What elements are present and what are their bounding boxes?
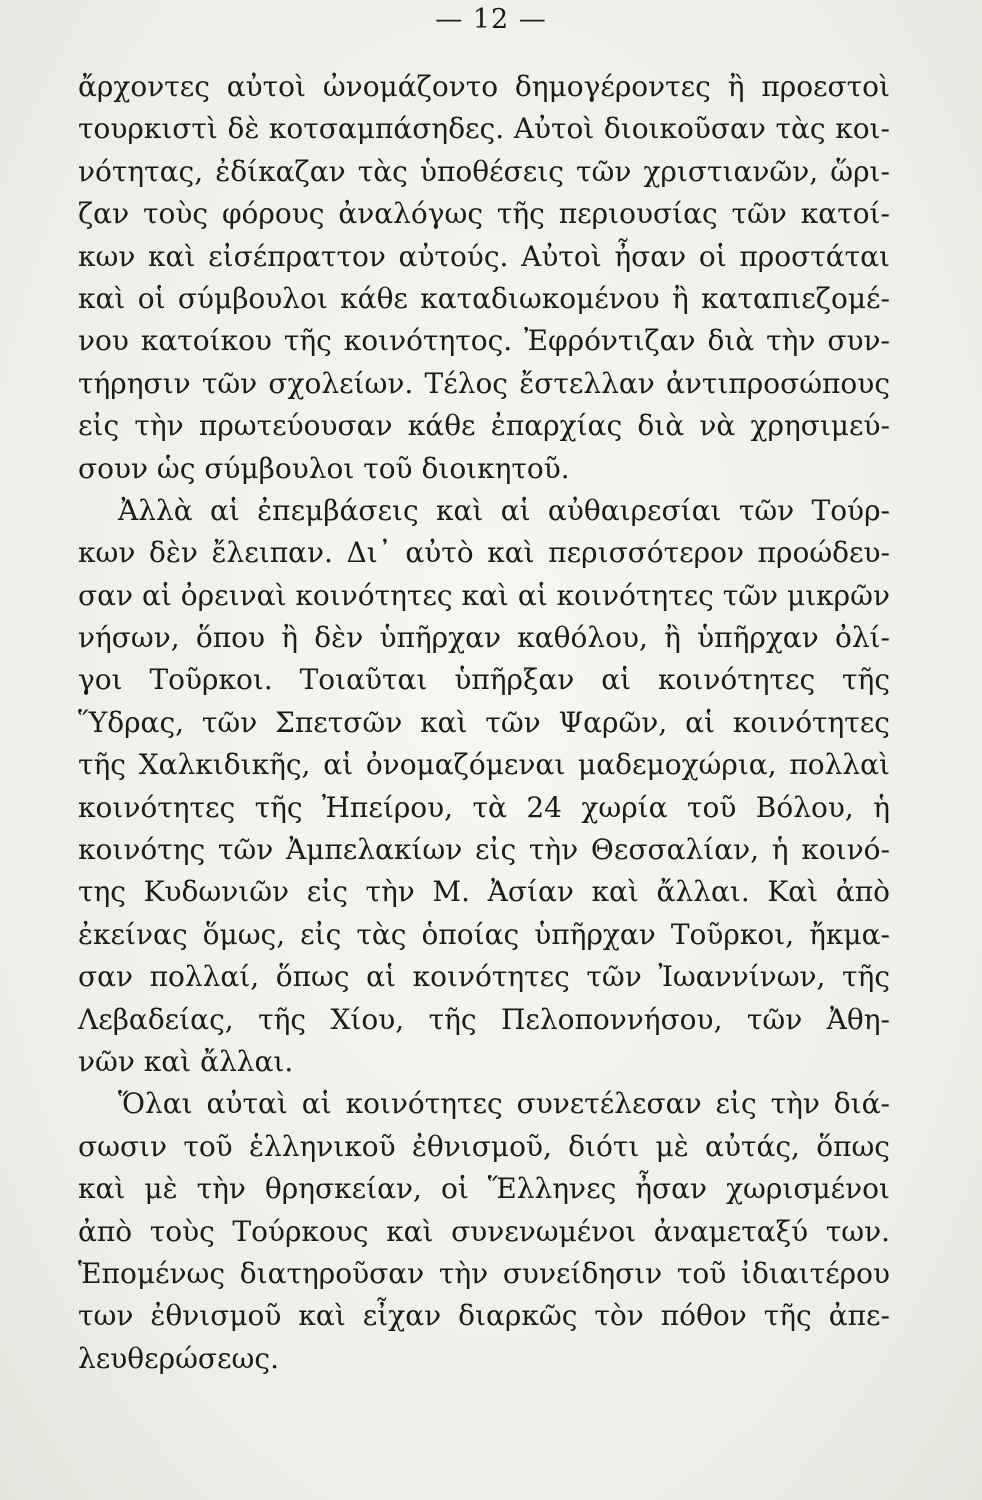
- text-line: κοινότητες τῆς Ἠπείρου, τὰ 24 χωρία τοῦ Βόλου, ἡ: [78, 790, 890, 824]
- text-line: καὶ μὲ τὴν θρησκείαν, οἱ Ἕλληνες ἦσαν χωρισμένοι: [78, 1172, 890, 1206]
- text-line: της Κυδωνιῶν εἰς τὴν Μ. Ἀσίαν καὶ ἄλλαι. Καὶ ἀπὸ: [78, 875, 890, 909]
- text-line: Ἑπομένως διατηροῦσαν τὴν συνείδησιν τοῦ ἰδιαιτέρου: [78, 1256, 890, 1290]
- text-line: σαν αἱ ὀρειναὶ κοινότητες καὶ αἱ κοινότητες τῶν μικρῶν: [78, 578, 890, 612]
- text-line: τουρκιστὶ δὲ κοτσαμπάσηδες. Αὐτοὶ διοικοῦσαν τὰς κοι-: [78, 112, 890, 146]
- body-text: [78, 66, 890, 1380]
- text-line: Ὅλαι αὐταὶ αἱ κοινότητες συνετέλεσαν εἰς τὴν διά-: [118, 1087, 890, 1121]
- text-line: κοινότης τῶν Ἀμπελακίων εἰς τὴν Θεσσαλίαν, ἡ κοινό-: [78, 833, 890, 867]
- paragraph-1: [78, 66, 890, 490]
- paragraph-2: [78, 490, 890, 1083]
- text-line: ἀπὸ τοὺς Τούρκους καὶ συνενωμένοι ἀναμεταξύ των.: [78, 1214, 890, 1248]
- text-line: νήσων, ὅπου ἢ δὲν ὑπῆρχαν καθόλου, ἢ ὑπῆρχαν ὀλί-: [78, 621, 890, 655]
- text-line: Ὕδρας, τῶν Σπετσῶν καὶ τῶν Ψαρῶν, αἱ κοινότητες: [78, 705, 890, 739]
- text-line: τῆς Χαλκιδικῆς, αἱ ὀνομαζόμεναι μαδεμοχώρια, πολλαὶ: [78, 748, 890, 782]
- text-line: νότητας, ἐδίκαζαν τὰς ὑποθέσεις τῶν χριστιανῶν, ὥρι-: [78, 154, 890, 188]
- text-line: νου κατοίκου τῆς κοινότητος. Ἐφρόντιζαν διὰ τὴν συν-: [78, 324, 890, 358]
- text-line: ἄρχοντες αὐτοὶ ὠνομάζοντο δημογέροντες ἢ προεστοὶ: [78, 70, 890, 103]
- page-number: — 12 —: [435, 4, 547, 35]
- text-line: κων δὲν ἔλειπαν. Δι᾽ αὐτὸ καὶ περισσότερον προώδευ-: [78, 536, 890, 570]
- text-line: σαν πολλαί, ὅπως αἱ κοινότητες τῶν Ἰωαννίνων, τῆς: [78, 960, 890, 994]
- text-line: των ἐθνισμοῦ καὶ εἶχαν διαρκῶς τὸν πόθον τῆς ἀπε-: [78, 1299, 890, 1333]
- text-line: καὶ οἱ σύμβουλοι κάθε καταδιωκομένου ἢ καταπιεζομέ-: [78, 281, 890, 315]
- text-line: ζαν τοὺς φόρους ἀναλόγως τῆς περιουσίας τῶν κατοί-: [78, 197, 890, 231]
- text-line: κων καὶ εἰσέπραττον αὐτούς. Αὐτοὶ ἦσαν οἱ προστάται: [78, 239, 890, 273]
- text-line: νῶν καὶ ἄλλαι.: [78, 1044, 294, 1078]
- text-line: εἰς τὴν πρωτεύουσαν κάθε ἐπαρχίας διὰ νὰ χρησιμεύ-: [78, 409, 890, 443]
- text-line: τήρησιν τῶν σχολείων. Τέλος ἔστελλαν ἀντιπροσώπους: [78, 366, 890, 400]
- paragraph-3: [78, 1083, 890, 1380]
- text-line: γοι Τοῦρκοι. Τοιαῦται ὑπῆρξαν αἱ κοινότητες τῆς: [78, 663, 890, 697]
- text-line: σουν ὡς σύμβουλοι τοῦ διοικητοῦ.: [78, 451, 570, 485]
- text-line: λευθερώσεως.: [78, 1341, 279, 1375]
- text-line: Ἀλλὰ αἱ ἐπεμβάσεις καὶ αἱ αὐθαιρεσίαι τῶν Τούρ-: [118, 493, 890, 527]
- text-line: σωσιν τοῦ ἑλληνικοῦ ἐθνισμοῦ, διότι μὲ αὐτάς, ὅπως: [78, 1129, 890, 1163]
- text-line: ἐκείνας ὅμως, εἰς τὰς ὁποίας ὑπῆρχαν Τοῦρκοι, ἤκμα-: [78, 917, 890, 951]
- text-line: Λεβαδείας, τῆς Χίου, τῆς Πελοποννήσου, τῶν Ἀθη-: [78, 1002, 890, 1036]
